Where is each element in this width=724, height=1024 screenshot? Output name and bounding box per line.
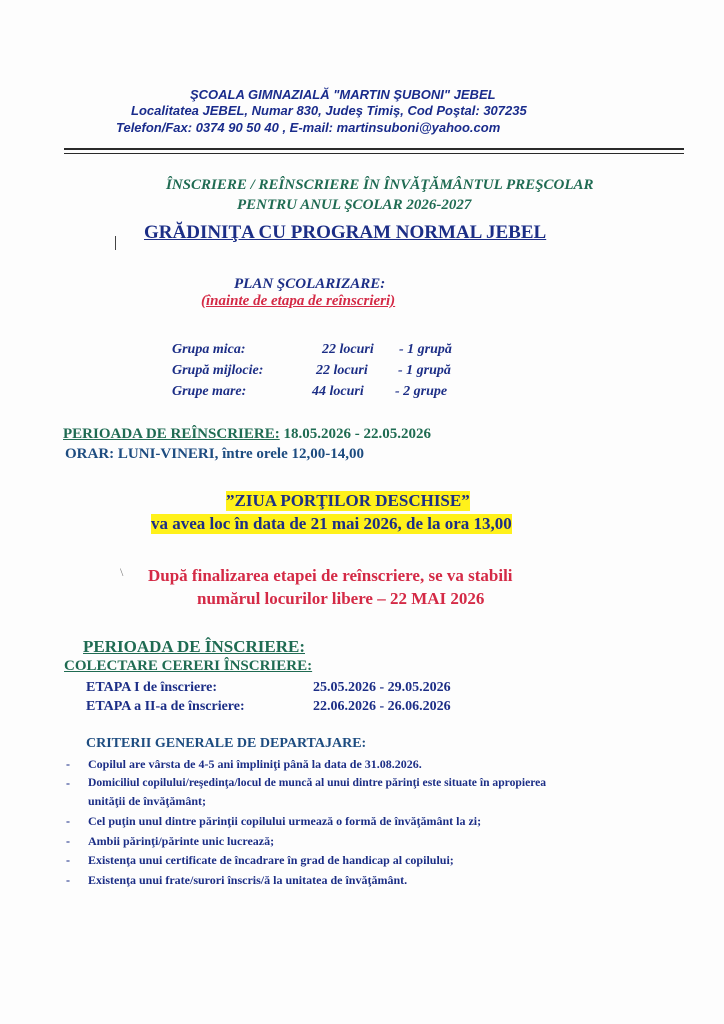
list-bullet: - (66, 873, 70, 887)
stage-name: ETAPA a II-a de înscriere: (86, 699, 245, 714)
reinscriere-schedule: ORAR: LUNI-VINERI, între orele 12,00-14,00 (65, 446, 365, 462)
inscriere-heading: PERIOADA DE ÎNSCRIERE: (83, 637, 305, 656)
criteria-item: Ambii părinţi/părinte unic lucrează; (88, 834, 275, 848)
list-bullet: - (66, 814, 70, 828)
group-places: 22 locuri (322, 342, 374, 357)
scan-mark: \ (120, 565, 124, 579)
notice-line1: După finalizarea etapei de reînscriere, se va stabili (148, 566, 513, 585)
document-title-line2: PENTRU ANUL ŞCOLAR 2026-2027 (237, 197, 472, 213)
school-name: ŞCOALA GIMNAZIALĂ "MARTIN ŞUBONI" JEBEL (190, 87, 496, 102)
group-name: Grupe mare: (172, 384, 247, 399)
group-name: Grupa mica: (172, 342, 246, 357)
reinscriere-period (63, 426, 431, 443)
open-day-text: va avea loc în data de 21 mai 2026, de la ora 13,00 (151, 514, 512, 533)
header-divider-thick (64, 148, 684, 150)
list-bullet: - (66, 776, 70, 790)
group-count: - 2 grupe (395, 384, 448, 399)
list-bullet: - (66, 757, 70, 771)
header-divider-thin (64, 153, 684, 154)
group-count: - 1 grupă (398, 363, 451, 378)
criteria-item: Existenţa unui certificate de încadrare în grad de handicap al copilului; (88, 853, 454, 867)
collect-heading: COLECTARE CERERI ÎNSCRIERE: (64, 658, 313, 674)
list-bullet: - (66, 834, 70, 848)
criteria-item: Copilul are vârsta de 4-5 ani împliniţi până la data de 31.08.2026. (88, 757, 422, 771)
plan-heading: PLAN ŞCOLARIZARE: (234, 276, 386, 292)
school-address: Localitatea JEBEL, Numar 830, Judeş Timiş, Cod Poştal: 307235 (131, 103, 527, 118)
group-places: 44 locuri (312, 384, 364, 399)
reinscriere-dates: 18.05.2026 - 22.05.2026 (279, 426, 431, 442)
criteria-item-continuation: unităţii de învăţământ; (88, 794, 207, 808)
open-day-title: ”ZIUA PORŢILOR DESCHISE” (226, 491, 470, 510)
stage-dates: 22.06.2026 - 26.06.2026 (313, 699, 451, 714)
document-title-line1: ÎNSCRIERE / REÎNSCRIERE ÎN ÎNVĂŢĂMÂNTUL PREŞCOLAR (166, 177, 594, 193)
stage-dates: 25.05.2026 - 29.05.2026 (313, 680, 451, 695)
stage-name: ETAPA I de înscriere: (86, 680, 218, 695)
criteria-item: Existenţa unui frate/surori înscris/ă la unitatea de învăţământ. (88, 873, 408, 887)
kindergarten-title: GRĂDINIŢA CU PROGRAM NORMAL JEBEL (144, 222, 547, 243)
school-contact: Telefon/Fax: 0374 90 50 40 , E-mail: martinsuboni@yahoo.com (116, 120, 501, 135)
criteria-heading: CRITERII GENERALE DE DEPARTAJARE: (86, 736, 367, 751)
margin-mark (115, 236, 116, 250)
criteria-item: Domiciliul copilului/reşedinţa/locul de muncă al unui dintre părinţi este situate în apropierea (88, 776, 547, 789)
reinscriere-label: PERIOADA DE REÎNSCRIERE: (63, 426, 280, 442)
notice-line2: numărul locurilor libere – 22 MAI 2026 (197, 589, 485, 608)
group-places: 22 locuri (316, 363, 368, 378)
plan-subheading: (înainte de etapa de reînscrieri) (201, 293, 396, 309)
criteria-item: Cel puţin unul dintre părinţii copilului urmează o formă de învăţământ la zi; (88, 814, 482, 828)
group-count: - 1 grupă (399, 342, 452, 357)
list-bullet: - (66, 853, 70, 867)
group-name: Grupă mijlocie: (172, 363, 264, 378)
